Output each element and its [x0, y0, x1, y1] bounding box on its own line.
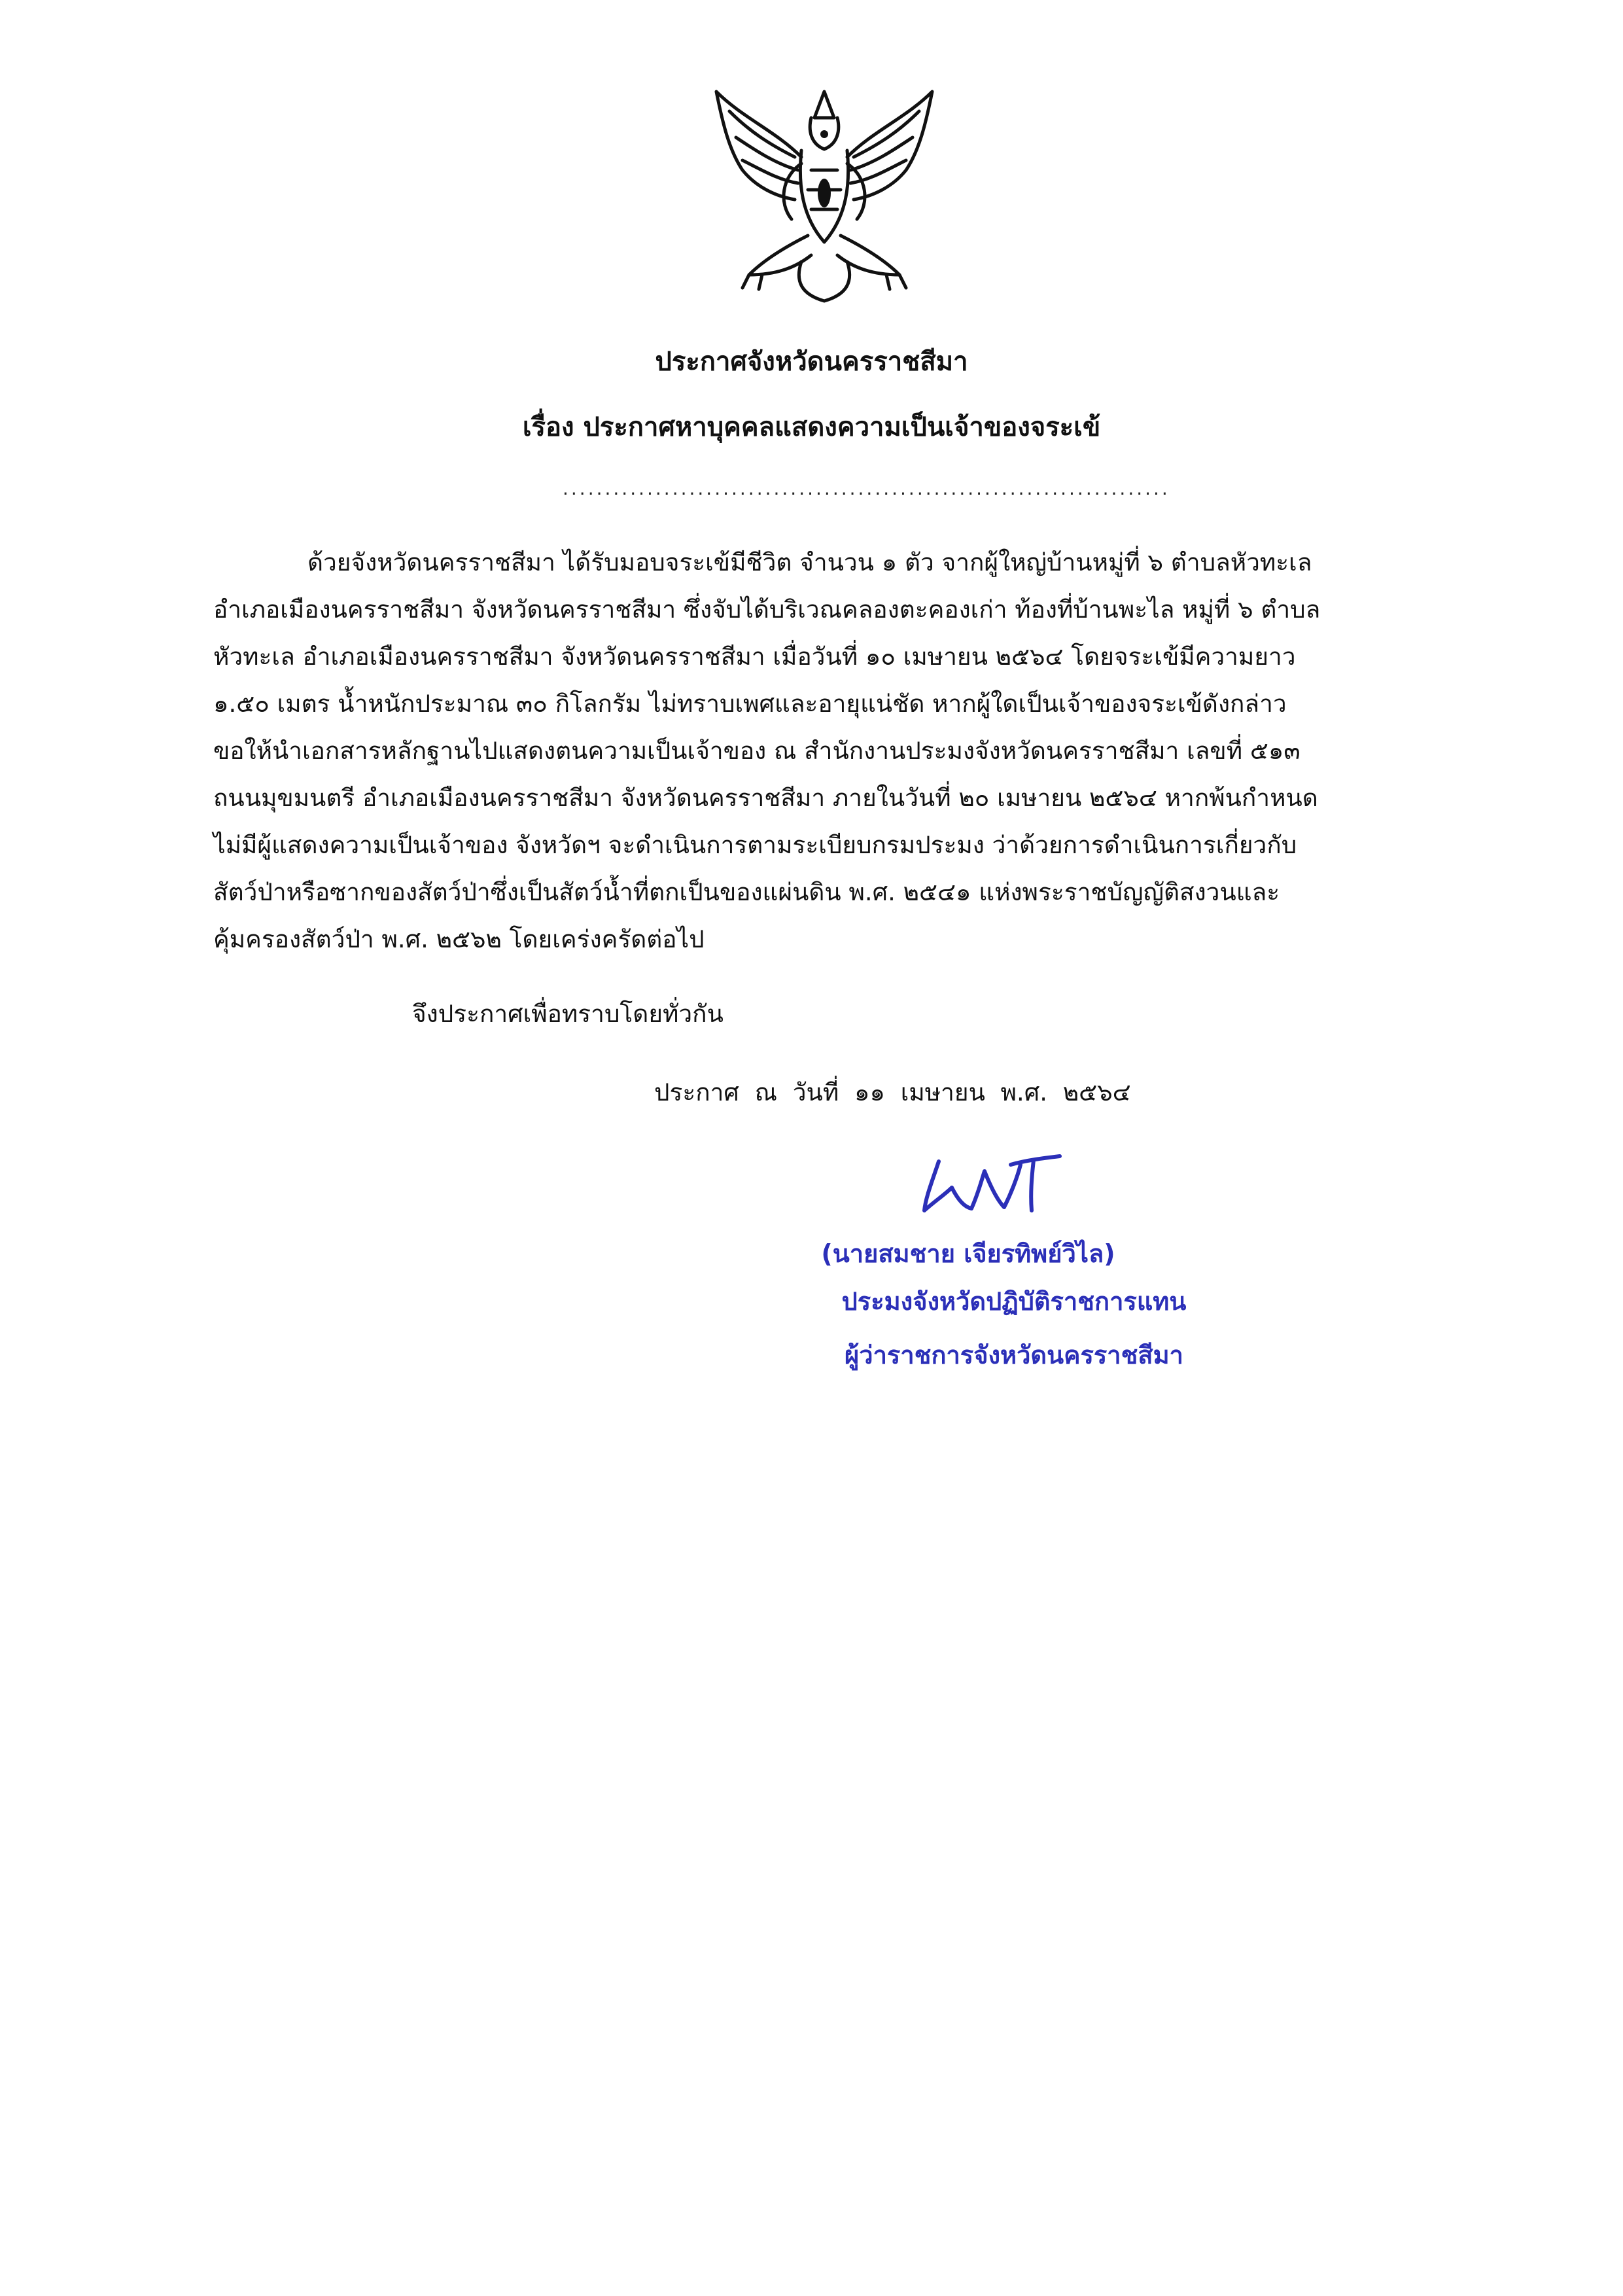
signer-name: (นายสมชาย เจียรทิพย์วิไล)	[821, 1239, 1115, 1268]
handwritten-signature-icon	[913, 1148, 1070, 1220]
body-line: คุ้มครองสัตว์ป่า พ.ศ. ๒๕๖๒ โดยเคร่งครัดต่อไป	[213, 925, 705, 953]
body-line: ขอให้นำเอกสารหลักฐานไปแสดงตนความเป็นเจ้าของ ณ สำนักงานประมงจังหวัดนครราชสีมา เลขที่ ๕๑๓	[213, 737, 1300, 765]
body-line: ถนนมุขมนตรี อำเภอเมืองนครราชสีมา จังหวัดนครราชสีมา ภายในวันที่ ๒๐ เมษายน ๒๕๖๔ หากพ้นกำหนด	[213, 784, 1318, 812]
body-line: ๑.๕๐ เมตร น้ำหนักประมาณ ๓๐ กิโลกรัม ไม่ทราบเพศและอายุแน่ชัด หากผู้ใดเป็นเจ้าของจระเข้ดังกล่าว	[213, 690, 1287, 718]
body-line: ไม่มีผู้แสดงความเป็นเจ้าของ จังหวัดฯ จะดำเนินการตามระเบียบกรมประมง ว่าด้วยการดำเนินการเกี่ยวกับ	[213, 831, 1297, 859]
separator-line: ........................................................................	[563, 478, 1170, 499]
signer-position: ประมงจังหวัดปฏิบัติราชการแทน	[841, 1287, 1187, 1316]
body-line: ด้วยจังหวัดนครราชสีมา ได้รับมอบจระเข้มีชีวิต จำนวน ๑ ตัว จากผู้ใหญ่บ้านหมู่ที่ ๖ ตำบลหัวทะเล	[307, 548, 1312, 576]
signer-on-behalf-of: ผู้ว่าราชการจังหวัดนครราชสีมา	[844, 1341, 1184, 1369]
closing-statement: จึงประกาศเพื่อทราบโดยทั่วกัน	[412, 1000, 724, 1028]
body-line: หัวทะเล อำเภอเมืองนครราชสีมา จังหวัดนครราชสีมา เมื่อวันที่ ๑๐ เมษายน ๒๕๖๔ โดยจระเข้มีความยาว	[213, 643, 1296, 671]
body-line: สัตว์ป่าหรือซากของสัตว์ป่าซึ่งเป็นสัตว์น้ำที่ตกเป็นของแผ่นดิน พ.ศ. ๒๕๔๑ แห่งพระราชบัญญัติสงวนและ	[213, 878, 1280, 906]
garuda-emblem-icon	[703, 79, 945, 314]
body-line: อำเภอเมืองนครราชสีมา จังหวัดนครราชสีมา ซึ่งจับได้บริเวณคลองตะคองเก่า ท้องที่บ้านพะไล หมู่ที่ ๖ ตำบล	[213, 595, 1321, 624]
announcement-subject: เรื่อง ประกาศหาบุคคลแสดงความเป็นเจ้าของจระเข้	[522, 412, 1101, 442]
announcement-title: ประกาศจังหวัดนครราชสีมา	[655, 347, 968, 377]
announcement-date: ประกาศ ณ วันที่ ๑๑ เมษายน พ.ศ. ๒๕๖๔	[654, 1078, 1131, 1106]
